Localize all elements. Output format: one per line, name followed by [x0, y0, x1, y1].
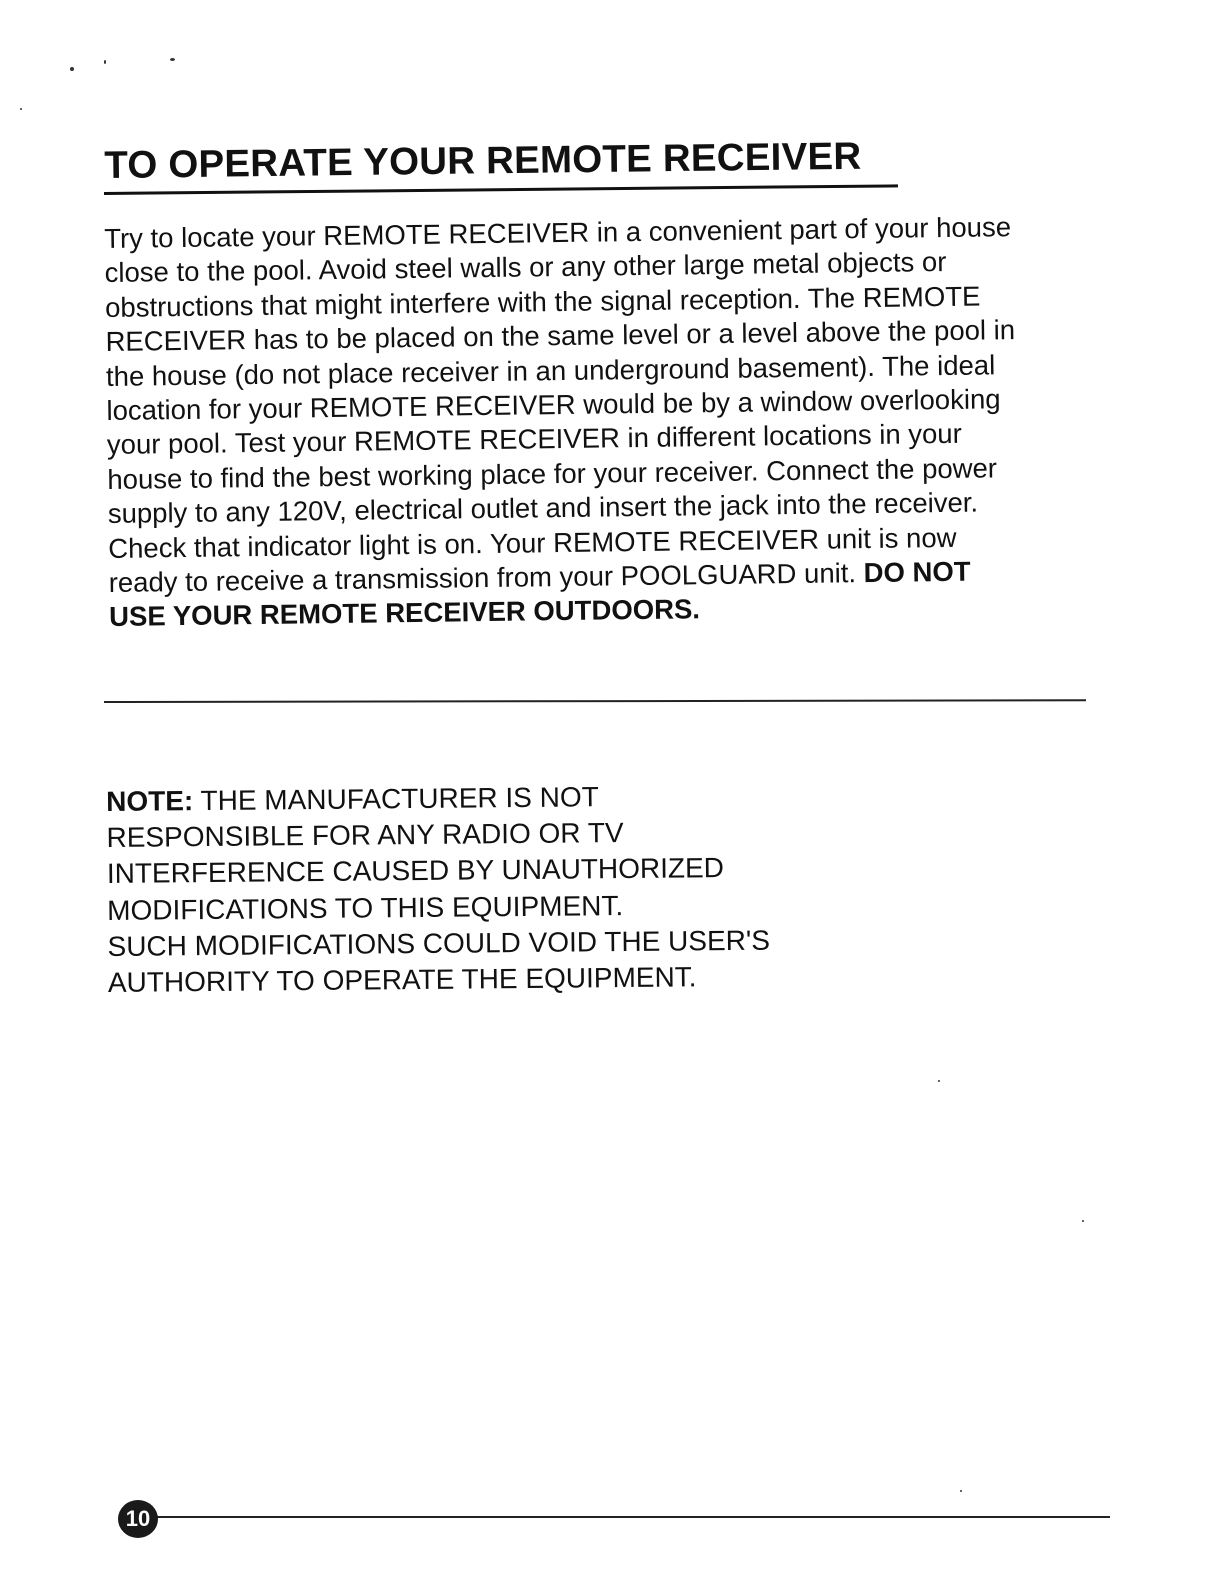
note-line: INTERFERENCE CAUSED BY UNAUTHORIZED [106, 852, 725, 890]
paragraph-line: close to the pool. Avoid steel walls or any other large metal objects or [104, 246, 947, 289]
paragraph-line: ready to receive a transmission from your POOLGUARD unit. [108, 557, 857, 599]
page-title: TO OPERATE YOUR REMOTE RECEIVER [104, 134, 862, 187]
paragraph-line: Check that indicator light is on. Your REMOTE RECEIVER unit is now [108, 521, 957, 564]
note-label: NOTE: [106, 785, 194, 817]
scan-speck [960, 1490, 962, 1492]
note-line: SUCH MODIFICATIONS COULD VOID THE USER'S [107, 924, 771, 962]
paragraph-line: obstructions that might interfere with the signal reception. The REMOTE [104, 280, 981, 323]
fcc-note [106, 776, 908, 1001]
paragraph-line: Try to locate your REMOTE RECEIVER in a convenient part of your house [104, 211, 1012, 254]
note-line: RESPONSIBLE FOR ANY RADIO OR TV [106, 817, 624, 854]
paragraph-line: supply to any 120V, electrical outlet and insert the jack into the receiver. [107, 486, 979, 530]
paragraph-line: the house (do not place receiver in an underground basement). The ideal [105, 348, 996, 392]
scan-speck [104, 60, 106, 64]
page-number-badge: 10 [118, 1500, 158, 1538]
scan-speck [1082, 1220, 1084, 1222]
scan-speck [20, 108, 22, 110]
scan-speck [70, 67, 74, 71]
section-divider [104, 699, 1086, 703]
note-line: MODIFICATIONS TO THIS EQUIPMENT. [107, 889, 624, 926]
instructions-paragraph [104, 209, 1099, 635]
paragraph-line: RECEIVER has to be placed on the same level or a level above the pool in [105, 314, 1016, 358]
warning-text: USE YOUR REMOTE RECEIVER OUTDOORS. [108, 593, 701, 633]
scan-speck [938, 1080, 940, 1082]
paragraph-line: house to find the best working place for your receiver. Connect the power [107, 452, 998, 495]
warning-text: DO NOT [863, 555, 971, 589]
note-line: THE MANUFACTURER IS NOT [200, 781, 599, 817]
note-line: AUTHORITY TO OPERATE THE EQUIPMENT. [107, 961, 697, 999]
footer-rule [150, 1516, 1110, 1518]
paragraph-line: location for your REMOTE RECEIVER would be by a window overlooking [106, 383, 1001, 427]
scan-speck [170, 58, 175, 61]
paragraph-line: your pool. Test your REMOTE RECEIVER in different locations in your [106, 418, 962, 461]
